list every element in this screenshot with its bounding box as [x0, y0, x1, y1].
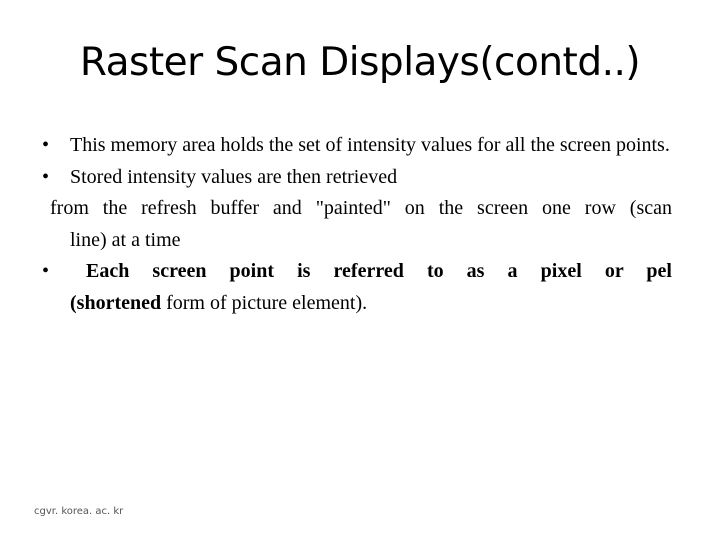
bullet-item-1 [42, 130, 672, 162]
bullet-dot: • [42, 165, 50, 188]
bullet-dot: • [42, 134, 50, 156]
bullet-bold-text-2: (shortened [70, 291, 162, 314]
bullet-item-3 [42, 256, 672, 319]
continuation-line-1: from the refresh buffer and "painted" on the screen one row (scan [50, 197, 672, 219]
bullet-continuation [42, 193, 672, 256]
bullet-bold-text: Each screen point is referred to as a pixel or pel [86, 260, 672, 282]
bullet-text: Stored intensity values are then retrieved [70, 165, 398, 188]
bullet-dot: • [42, 260, 50, 282]
continuation-line-2: line) at a time [70, 228, 181, 251]
bullet-text-rest: form of picture element). [161, 291, 368, 314]
slide-title: Raster Scan Displays(contd..) [79, 40, 641, 85]
bullet-item-2 [42, 162, 672, 194]
bullet-text: This memory area holds the set of intensity values for all the screen points. [70, 134, 670, 156]
bullet-list [42, 130, 672, 319]
bullet-text-line-2 [70, 292, 367, 314]
footer-url: cgvr. korea. ac. kr [34, 506, 124, 517]
